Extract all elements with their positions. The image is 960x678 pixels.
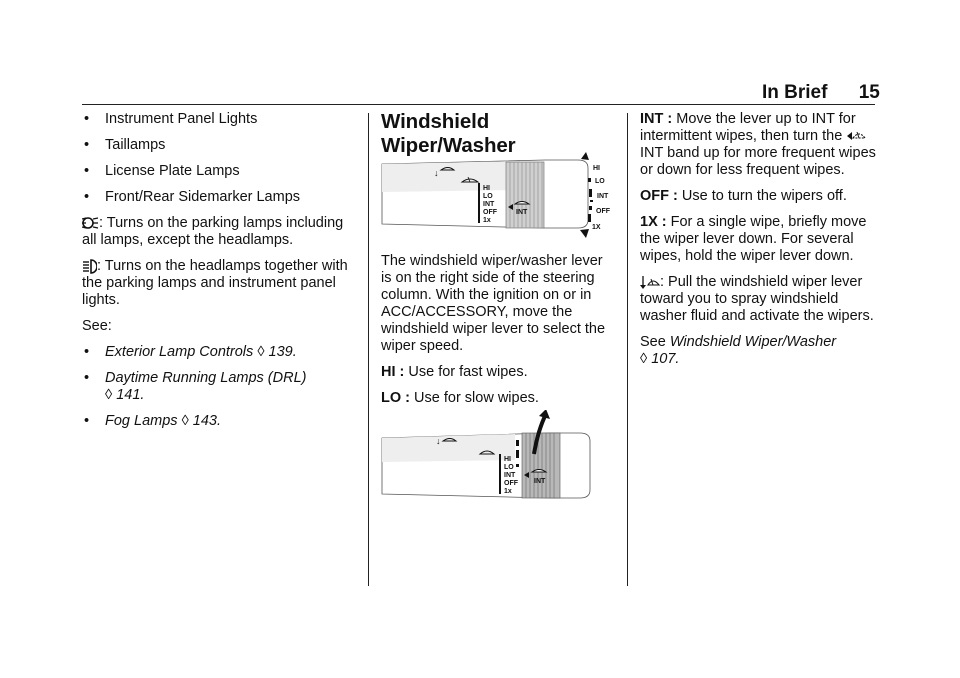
reference-page[interactable]: 139. [268, 344, 297, 360]
svg-text:↓: ↓ [434, 168, 439, 178]
lever-lo-label: LO [504, 464, 514, 471]
reference-link[interactable]: Fog Lamps [105, 413, 178, 429]
column-divider-left [368, 113, 369, 586]
list-item: • License Plate Lamps [84, 163, 240, 179]
washer-fluid-icon [640, 275, 660, 290]
lever-hi-label: HI [483, 185, 490, 192]
reference-page[interactable]: 143. [192, 413, 222, 429]
band-int-label: INT [516, 209, 528, 216]
wiper-lever-figure-2 [380, 410, 595, 502]
lever-1x-label: 1x [483, 217, 491, 224]
lever-int-label: INT [483, 201, 495, 208]
headlamps-description: : Turns on the headlamps together with the parking lamps and instrument panel lights. [82, 258, 348, 308]
intermittent-wiper-icon [846, 129, 866, 144]
column-2-body [381, 253, 615, 416]
lever-lo-label: LO [483, 193, 493, 200]
column-3 [640, 111, 876, 377]
wiper-lever-figure-1 [380, 150, 620, 245]
lever-off-label: OFF [483, 209, 497, 216]
off-description: OFF : Use to turn the wipers off. [640, 188, 847, 204]
section-heading: Windshield Wiper/Washer [381, 110, 516, 157]
list-item: • Taillamps [84, 137, 166, 153]
wiper-lever-illustration [380, 150, 620, 245]
position-1x-label: 1X [592, 224, 601, 231]
lever-off-label: OFF [504, 480, 518, 487]
column-divider-right [627, 113, 628, 586]
parking-lamp-icon [82, 216, 99, 230]
page-reference-icon: ◊ [640, 351, 648, 367]
hi-description: HI : Use for fast wipes. [381, 364, 528, 380]
page-header [762, 82, 880, 104]
position-hi-label: HI [593, 165, 600, 172]
reference-item: • Fog Lamps ◊ 143. [84, 413, 222, 429]
washer-description: : Pull the windshield wiper lever toward you to spray windshield washer fluid and activate the wipers. [640, 274, 874, 324]
page-reference-icon: ◊ [181, 413, 189, 429]
section-title: In Brief [762, 82, 828, 103]
see-reference: See Windshield Wiper/Washer ◊ 107. [640, 334, 837, 367]
lever-hi-label: HI [504, 456, 511, 463]
int-description: INT : Move the lever up to INT for intermittent wipes, then turn the INT band up for more frequent wipes or down for less frequent wipes. [640, 111, 876, 178]
reference-item: • Daytime Running Lamps (DRL) ◊ 141. [84, 370, 307, 403]
lo-description: LO : Use for slow wipes. [381, 390, 539, 406]
page-number: 15 [858, 82, 880, 103]
reference-link[interactable]: Daytime Running Lamps (DRL) [105, 370, 307, 386]
reference-link[interactable]: Windshield Wiper/Washer [669, 334, 837, 350]
reference-item: • Exterior Lamp Controls ◊ 139. [84, 344, 297, 360]
page-reference-icon: ◊ [257, 344, 265, 360]
reference-page[interactable]: 141. [116, 387, 145, 403]
list-item: • Front/Rear Sidemarker Lamps [84, 189, 301, 205]
band-int-label: INT [534, 478, 546, 485]
lever-1x-label: 1x [504, 488, 512, 495]
column-1 [82, 111, 358, 439]
position-int-label: INT [597, 193, 609, 200]
reference-page[interactable]: 107. [651, 351, 680, 367]
see-label: See: [82, 318, 112, 334]
position-off-label: OFF [596, 208, 610, 215]
reference-link[interactable]: Exterior Lamp Controls [105, 344, 254, 360]
page-reference-icon: ◊ [105, 387, 113, 403]
int-band-illustration [380, 410, 595, 502]
list-item: • Instrument Panel Lights [84, 111, 258, 127]
header-divider [82, 104, 875, 105]
headlamp-icon [82, 259, 97, 274]
wiper-intro: The windshield wiper/washer lever is on the right side of the steering column. With the ignition on or in ACC/ACCESSORY, move the windshield wiper lever to select the wiper speed. [381, 253, 606, 354]
svg-text:↓: ↓ [436, 436, 441, 446]
1x-description: 1X : For a single wipe, briefly move the wiper lever down. For several wipes, hold the wiper lever down. [640, 214, 867, 264]
lever-int-label: INT [504, 472, 516, 479]
position-lo-label: LO [595, 178, 605, 185]
parking-lamps-description: : Turns on the parking lamps including all lamps, except the headlamps. [82, 215, 344, 248]
